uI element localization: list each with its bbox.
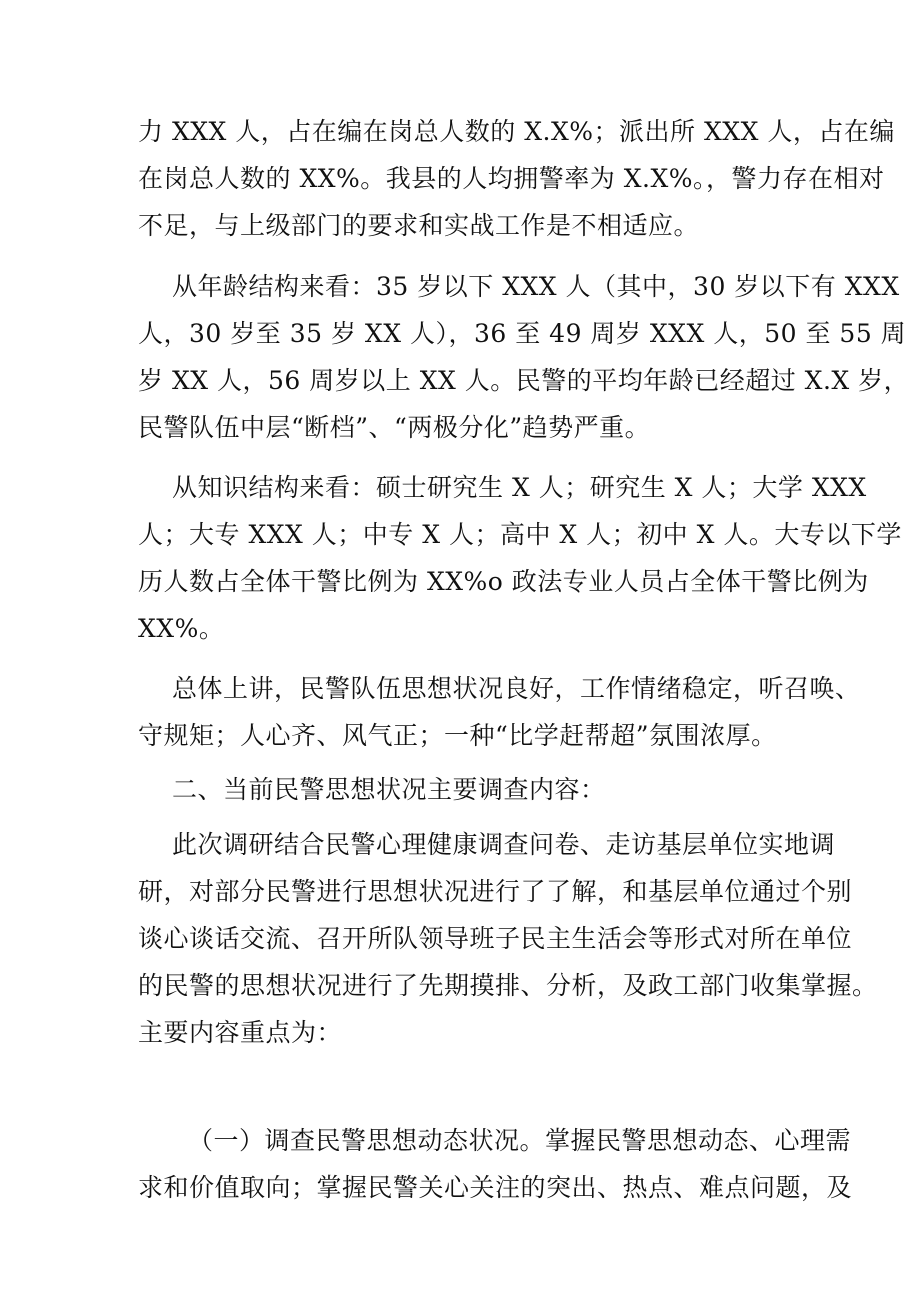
section-heading-survey-content — [138, 766, 788, 813]
paragraph-item-one — [138, 1117, 853, 1211]
text-line: （一）调查民警思想动态状况。掌握民警思想动态、心理需 — [188, 1126, 852, 1155]
paragraph-knowledge-structure — [138, 464, 902, 652]
text-line: 求和价值取向；掌握民警关心关注的突出、热点、难点问题，及 — [138, 1173, 853, 1202]
text-line: 人；大专 XXX 人；中专 X 人；高中 X 人；初中 X 人。大专以下学 — [138, 520, 902, 549]
text-line: 总体上讲，民警队伍思想状况良好，工作情绪稳定，听召唤、 — [172, 674, 861, 703]
text-line: 从知识结构来看：硕士研究生 X 人；研究生 X 人；大学 XXX — [172, 473, 867, 502]
paragraph-police-force-ratio — [138, 108, 895, 249]
text-line: 从年龄结构来看：35 岁以下 XXX 人（其中，30 岁以下有 XXX — [172, 272, 900, 301]
text-line: 在岗总人数的 XX%。我县的人均拥警率为 X.X%。，警力存在相对 — [138, 164, 885, 193]
text-line: 的民警的思想状况进行了先期摸排、分析，及政工部门收集掌握。 — [138, 971, 878, 1000]
text-line: 力 XXX 人，占在编在岗总人数的 X.X%；派出所 XXX 人，占在编 — [138, 117, 895, 146]
text-line: 人，30 岁至 35 岁 XX 人），36 至 49 周岁 XXX 人，50 至 55 周 — [138, 319, 907, 348]
text-line: 主要内容重点为： — [138, 1018, 343, 1047]
paragraph-overall-status — [138, 665, 861, 759]
text-line: 历人数占全体干警比例为 XX%o 政法专业人员占全体干警比例为 — [138, 567, 869, 596]
text-line: 研，对部分民警进行思想状况进行了了解，和基层单位通过个别 — [138, 877, 853, 906]
text-line: 不足，与上级部门的要求和实战工作是不相适应。 — [138, 211, 700, 240]
text-line: 二、当前民警思想状况主要调查内容： — [172, 775, 606, 804]
text-line: 岁 XX 人，56 周岁以上 XX 人。民警的平均年龄已经超过 X.X 岁， — [138, 366, 910, 395]
text-line: 此次调研结合民警心理健康调查问卷、走访基层单位实地调 — [172, 830, 836, 859]
text-line: 守规矩；人心齐、风气正；一种“比学赶帮超”氛围浓厚。 — [138, 721, 777, 750]
paragraph-age-structure — [138, 263, 910, 451]
text-line: XX%。 — [138, 614, 225, 643]
paragraph-survey-method — [138, 821, 878, 1056]
text-line: 谈心谈话交流、召开所队领导班子民主生活会等形式对所在单位 — [138, 924, 853, 953]
text-line: 民警队伍中层“断档”、“两极分化”趋势严重。 — [138, 413, 651, 442]
